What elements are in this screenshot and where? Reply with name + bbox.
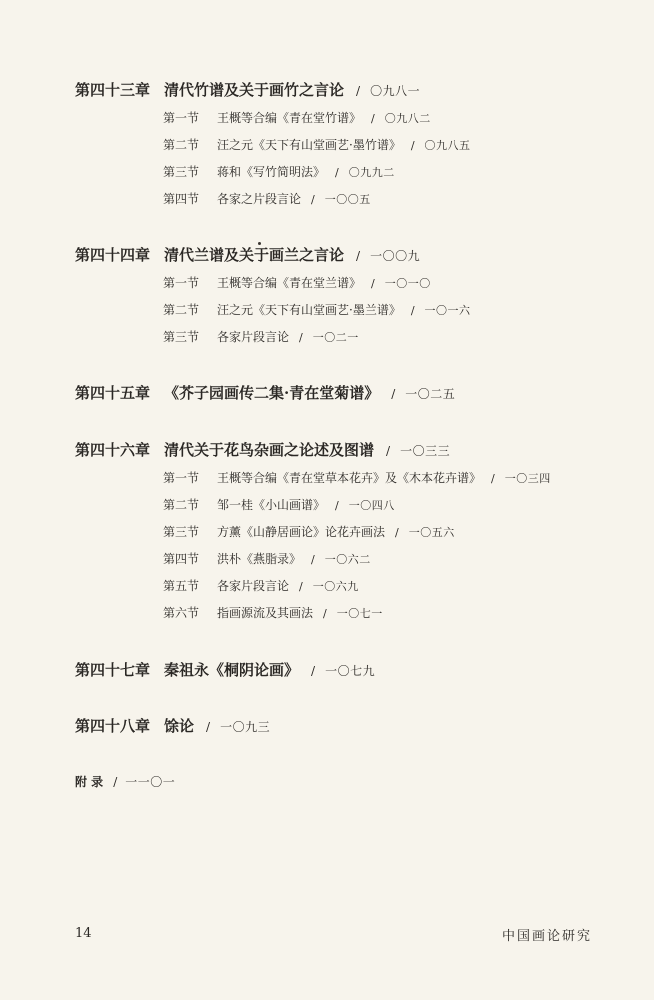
chapter-page: 一〇九三 bbox=[220, 720, 271, 734]
section-page: 一〇一〇 bbox=[384, 277, 431, 290]
separator: / bbox=[410, 139, 415, 152]
separator: / bbox=[311, 664, 316, 678]
section-title: 方薰《山静居画论》论花卉画法 bbox=[217, 525, 386, 539]
section-number: 第一节 bbox=[163, 111, 200, 125]
chapter-48 bbox=[75, 716, 270, 737]
separator: / bbox=[371, 277, 375, 290]
appendix-entry bbox=[75, 773, 175, 791]
footer-book-title: 中国画论研究 bbox=[501, 929, 592, 944]
separator: / bbox=[299, 331, 303, 344]
section-number: 第二节 bbox=[163, 498, 200, 512]
separator: / bbox=[491, 472, 495, 485]
chapter-number: 第四十四章 bbox=[75, 246, 151, 264]
separator: / bbox=[386, 444, 391, 458]
section-43-4 bbox=[163, 190, 371, 209]
separator: / bbox=[311, 193, 315, 206]
section-title: 各家片段言论 bbox=[217, 579, 290, 593]
separator: / bbox=[356, 249, 361, 263]
section-title: 王概等合编《青在堂草本花卉》及《木本花卉谱》 bbox=[217, 471, 482, 485]
section-title: 王概等合编《青在堂兰谱》 bbox=[217, 276, 362, 290]
chapter-page: 〇九八一 bbox=[370, 84, 421, 98]
chapter-page: 一〇七九 bbox=[325, 664, 376, 678]
appendix-label: 附 录 bbox=[75, 775, 104, 789]
section-number: 第六节 bbox=[163, 606, 200, 620]
chapter-47 bbox=[75, 660, 375, 681]
separator: / bbox=[410, 304, 415, 317]
section-title: 汪之元《天下有山堂画艺·墨兰谱》 bbox=[217, 303, 401, 317]
section-44-1 bbox=[163, 274, 431, 293]
separator: / bbox=[391, 387, 396, 401]
section-page: 一〇〇五 bbox=[324, 193, 371, 206]
chapter-45 bbox=[75, 383, 455, 404]
chapter-title: 清代竹谱及关于画竹之言论 bbox=[164, 81, 345, 99]
section-43-2 bbox=[163, 136, 471, 155]
section-number: 第五节 bbox=[163, 579, 200, 593]
section-title: 各家之片段言论 bbox=[217, 192, 302, 206]
section-number: 第三节 bbox=[163, 525, 200, 539]
chapter-page: 一〇三三 bbox=[400, 444, 451, 458]
section-page: 一〇六九 bbox=[312, 580, 359, 593]
chapter-number: 第四十七章 bbox=[75, 661, 151, 679]
section-page: 一〇一六 bbox=[424, 304, 471, 317]
chapter-page: 一〇〇九 bbox=[370, 249, 421, 263]
section-title: 汪之元《天下有山堂画艺·墨竹谱》 bbox=[217, 138, 401, 152]
section-page: 一〇四八 bbox=[348, 499, 395, 512]
section-page: 一〇六二 bbox=[324, 553, 371, 566]
section-title: 蒋和《写竹简明法》 bbox=[217, 165, 326, 179]
section-number: 第四节 bbox=[163, 552, 200, 566]
section-46-6 bbox=[163, 604, 383, 623]
footer-page-number: 14 bbox=[75, 926, 92, 941]
section-title: 邹一桂《小山画谱》 bbox=[217, 498, 326, 512]
separator: / bbox=[335, 166, 339, 179]
separator: / bbox=[299, 580, 303, 593]
section-number: 第一节 bbox=[163, 471, 200, 485]
chapter-title: 秦祖永《桐阴论画》 bbox=[164, 661, 300, 679]
section-title: 王概等合编《青在堂竹谱》 bbox=[217, 111, 362, 125]
chapter-43 bbox=[75, 80, 420, 101]
section-page: 一〇七一 bbox=[336, 607, 383, 620]
section-page: 一〇五六 bbox=[408, 526, 455, 539]
section-page: 〇九八五 bbox=[424, 139, 471, 152]
section-number: 第二节 bbox=[163, 303, 200, 317]
section-page: 一〇三四 bbox=[504, 472, 551, 485]
separator: / bbox=[356, 84, 361, 98]
section-number: 第四节 bbox=[163, 192, 200, 206]
section-43-1 bbox=[163, 109, 431, 128]
chapter-title: 清代关于花鸟杂画之论述及图谱 bbox=[164, 441, 375, 459]
section-title: 洪朴《燕脂录》 bbox=[217, 552, 302, 566]
section-43-3 bbox=[163, 163, 395, 182]
section-page: 一〇二一 bbox=[312, 331, 359, 344]
separator: / bbox=[395, 526, 399, 539]
section-46-5 bbox=[163, 577, 359, 596]
chapter-title: 馀论 bbox=[164, 717, 195, 735]
chapter-number: 第四十五章 bbox=[75, 384, 151, 402]
chapter-page: 一〇二五 bbox=[405, 387, 456, 401]
chapter-number: 第四十六章 bbox=[75, 441, 151, 459]
chapter-title: 清代兰谱及关于画兰之言论 bbox=[164, 246, 345, 264]
separator: / bbox=[323, 607, 327, 620]
section-46-3 bbox=[163, 523, 455, 542]
chapter-46 bbox=[75, 440, 450, 461]
separator: / bbox=[335, 499, 339, 512]
chapter-title: 《芥子园画传二集·青在堂菊谱》 bbox=[164, 384, 380, 402]
separator: / bbox=[371, 112, 375, 125]
section-44-3 bbox=[163, 328, 359, 347]
section-page: 〇九九二 bbox=[348, 166, 395, 179]
section-44-2 bbox=[163, 301, 471, 320]
chapter-number: 第四十八章 bbox=[75, 717, 151, 735]
separator: / bbox=[113, 775, 118, 789]
section-page: 〇九八二 bbox=[384, 112, 431, 125]
section-46-2 bbox=[163, 496, 395, 515]
section-number: 第一节 bbox=[163, 276, 200, 290]
section-46-1 bbox=[163, 469, 551, 488]
section-number: 第三节 bbox=[163, 165, 200, 179]
section-46-4 bbox=[163, 550, 371, 569]
chapter-44 bbox=[75, 245, 420, 266]
separator: / bbox=[311, 553, 315, 566]
section-title: 指画源流及其画法 bbox=[217, 606, 314, 620]
section-number: 第三节 bbox=[163, 330, 200, 344]
separator: / bbox=[206, 720, 211, 734]
appendix-page: 一一〇一 bbox=[125, 775, 176, 789]
chapter-number: 第四十三章 bbox=[75, 81, 151, 99]
section-number: 第二节 bbox=[163, 138, 200, 152]
section-title: 各家片段言论 bbox=[217, 330, 290, 344]
